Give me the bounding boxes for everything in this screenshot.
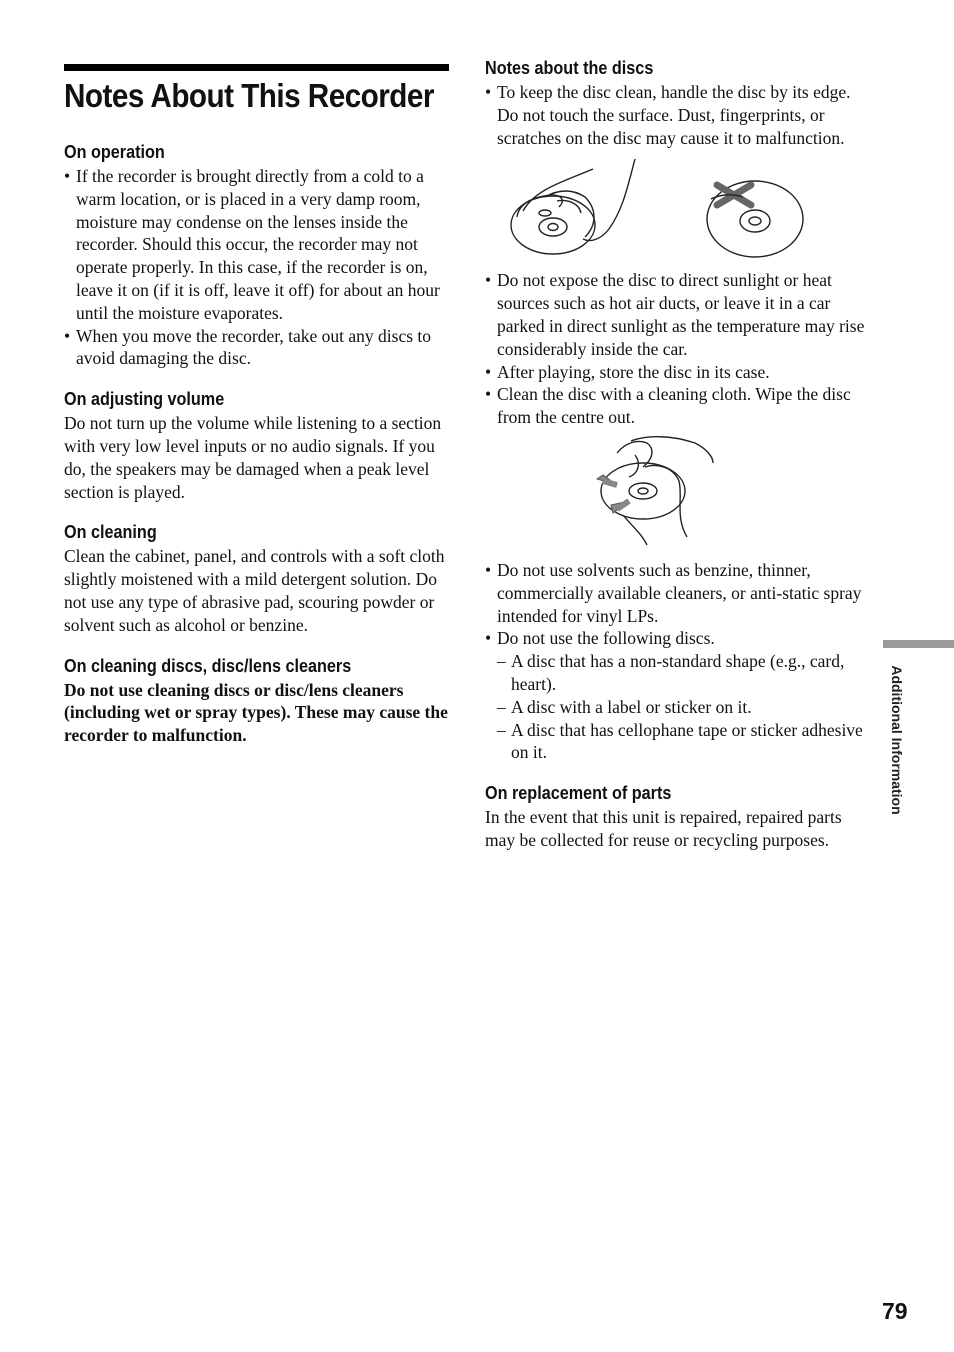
right-column <box>485 56 870 869</box>
replacement-text: In the event that this unit is repaired, repaired parts may be collected for reuse or recycling purposes. <box>485 807 842 850</box>
disc-wipe-icon <box>601 437 713 545</box>
list-item: • Do not expose the disc to direct sunlight or heat sources such as hot air ducts, or leave it in a car parked in direct sunlight as the temperature may rise considerably inside the car. <box>485 269 870 360</box>
side-tab-label: Additional Information <box>889 665 905 815</box>
heading-disc-cleaners: On cleaning discs, disc/lens cleaners <box>64 655 352 676</box>
heading-volume: On adjusting volume <box>64 389 225 410</box>
discs-list-1 <box>485 81 870 149</box>
volume-text: Do not turn up the volume while listening to a section with very low level inputs or no audio signals. If you do, the speakers may be damaged when a peak level section is played. <box>64 413 442 502</box>
heading-discs: Notes about the discs <box>485 58 654 78</box>
disc-wipe-illustration <box>595 433 725 549</box>
cleaning-text: Clean the cabinet, panel, and controls with a soft cloth slightly moistened with a mild detergent solution. Do not use any type of abrasive pad, scouring powder or solvent such as alcohol or benzine. <box>64 546 445 635</box>
page-number: 79 <box>882 1298 908 1324</box>
disc-handling-illustration <box>505 159 805 261</box>
list-item-dash: – A disc with a label or sticker on it. <box>485 696 870 719</box>
section-replacement <box>485 781 870 852</box>
disc-held-by-edge-icon <box>511 159 635 254</box>
list-item: • Clean the disc with a cleaning cloth. Wipe the disc from the centre out. <box>485 383 870 429</box>
title-rule <box>64 64 449 71</box>
list-item: • Do not use solvents such as benzine, thinner, commercially available cleaners, or anti-static spray intended for vinyl LPs. <box>485 559 870 627</box>
list-item-dash: – A disc that has cellophane tape or sticker adhesive on it. <box>485 719 870 765</box>
list-item: • After playing, store the disc in its case. <box>485 361 870 384</box>
left-column <box>64 140 450 764</box>
section-operation <box>64 140 450 370</box>
section-tab-marker <box>883 640 954 648</box>
heading-operation: On operation <box>64 142 165 162</box>
heading-cleaning: On cleaning <box>64 522 157 543</box>
section-volume <box>64 387 450 503</box>
operation-list <box>64 165 450 370</box>
list-item: • Do not use the following discs. <box>485 627 870 650</box>
discs-list-2 <box>485 269 870 429</box>
list-item: • To keep the disc clean, handle the disc by its edge. Do not touch the surface. Dust, fingerprints, or scratches on the disc may cause it to malfunction. <box>485 81 870 149</box>
heading-replacement: On replacement of parts <box>485 783 672 804</box>
disc-cleaners-warning: Do not use cleaning discs or disc/lens cleaners (including wet or spray types). These may cause the recorder to malfunction. <box>64 679 448 746</box>
section-discs <box>485 56 870 764</box>
list-item: • If the recorder is brought directly from a cold to a warm location, or is placed in a very damp room, moisture may condense on the lenses inside the recorder. Should this occur, the recorder may not operate properly. In this case, if the recorder is on, leave it on (if it is off, leave it off) for about an hour until the moisture evaporates. <box>64 165 450 325</box>
section-cleaning <box>64 520 450 636</box>
discs-list-3 <box>485 559 870 764</box>
list-item: • When you move the recorder, take out any discs to avoid damaging the disc. <box>64 325 450 371</box>
section-disc-cleaners <box>64 654 450 747</box>
disc-do-not-touch-icon <box>707 181 803 257</box>
page-title: Notes About This Recorder <box>64 77 434 114</box>
list-item-dash: – A disc that has a non-standard shape (e.g., card, heart). <box>485 650 870 696</box>
